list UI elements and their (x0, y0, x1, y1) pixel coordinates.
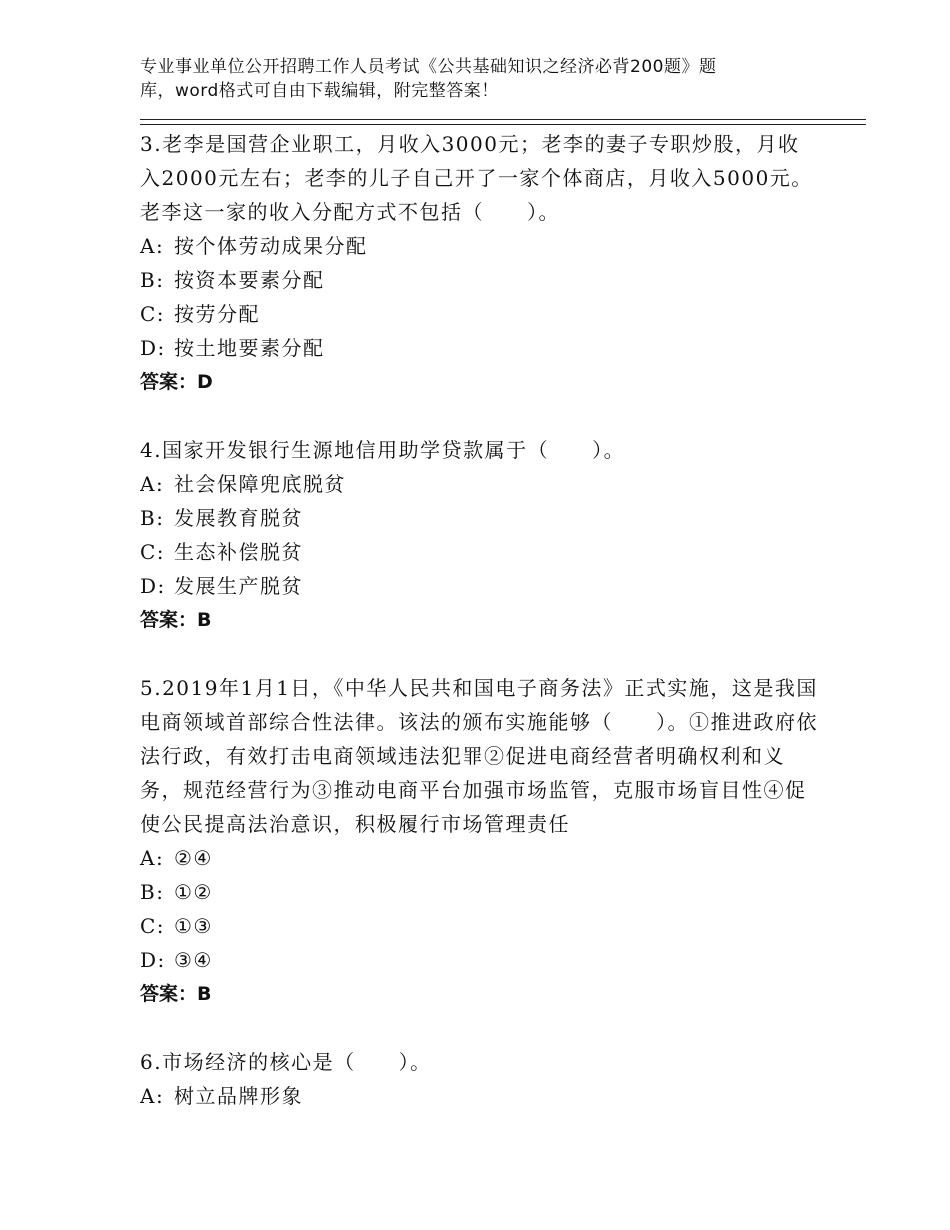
option-c (140, 909, 820, 943)
option-letter: B: (140, 880, 165, 904)
option-letter: A: (140, 472, 165, 496)
header-divider-thick (140, 119, 866, 120)
option-text: 生态补偿脱贫 (174, 540, 303, 564)
header-line-1: 专业事业单位公开招聘工作人员考试《公共基础知识之经济必背200题》题 (140, 57, 717, 77)
option-a (140, 1079, 820, 1113)
question-5 (140, 671, 820, 1011)
answer-line: 答案：B (140, 609, 212, 631)
option-letter: D: (140, 574, 166, 598)
option-text: ①② (174, 880, 213, 904)
option-text: 按资本要素分配 (174, 268, 325, 292)
option-letter: D: (140, 948, 166, 972)
header-line-2: 库，word格式可自由下载编辑，附完整答案！ (140, 81, 499, 101)
question-stem: 6.市场经济的核心是（ ）。 (140, 1050, 432, 1074)
option-letter: A: (140, 1084, 165, 1108)
question-stem: 4.国家开发银行生源地信用助学贷款属于（ ）。 (140, 438, 626, 462)
option-text: 发展生产脱贫 (174, 574, 303, 598)
spacer (140, 1011, 820, 1045)
option-text: 发展教育脱贫 (174, 506, 303, 530)
question-list (140, 127, 820, 1113)
question-stem: 5.2019年1月1日，《中华人民共和国电子商务法》正式实施，这是我国电商领域首部综合性法律。该法的颁布实施能够（ ）。①推进政府依法行政，有效打击电商领域违法犯罪②促进电商经营者明确权利和义务，规范经营行为③推动电商平台加强市场监管，克服市场盲目性④促使公民提高法治意识，积极履行市场管理责任 (140, 676, 818, 836)
option-letter: C: (140, 914, 166, 938)
option-letter: A: (140, 234, 165, 258)
option-letter: C: (140, 302, 166, 326)
document-header (140, 55, 780, 103)
option-d (140, 569, 820, 603)
option-letter: D: (140, 336, 166, 360)
option-text: 社会保障兜底脱贫 (174, 472, 346, 496)
option-text: 树立品牌形象 (174, 1084, 303, 1108)
option-text: 按土地要素分配 (174, 336, 325, 360)
answer-line: 答案：B (140, 983, 212, 1005)
option-a (140, 229, 820, 263)
option-b (140, 501, 820, 535)
option-d (140, 331, 820, 365)
option-d (140, 943, 820, 977)
option-letter: A: (140, 846, 165, 870)
option-text: ③④ (174, 948, 213, 972)
option-letter: B: (140, 268, 165, 292)
question-3 (140, 127, 820, 399)
question-6 (140, 1045, 820, 1113)
option-letter: B: (140, 506, 165, 530)
option-c (140, 297, 820, 331)
option-letter: C: (140, 540, 166, 564)
option-a (140, 841, 820, 875)
option-a (140, 467, 820, 501)
answer-line: 答案：D (140, 371, 213, 393)
question-stem: 3.老李是国营企业职工，月收入3000元；老李的妻子专职炒股，月收入2000元左右；老李的儿子自己开了一家个体商店，月收入5000元。老李这一家的收入分配方式不包括（ ）。 (140, 132, 813, 224)
option-b (140, 875, 820, 909)
spacer (140, 399, 820, 433)
option-text: ①③ (174, 914, 213, 938)
question-4 (140, 433, 820, 637)
option-c (140, 535, 820, 569)
option-text: 按个体劳动成果分配 (174, 234, 368, 258)
option-text: 按劳分配 (174, 302, 260, 326)
header-divider-thin (140, 124, 866, 125)
option-text: ②④ (174, 846, 213, 870)
option-b (140, 263, 820, 297)
spacer (140, 637, 820, 671)
